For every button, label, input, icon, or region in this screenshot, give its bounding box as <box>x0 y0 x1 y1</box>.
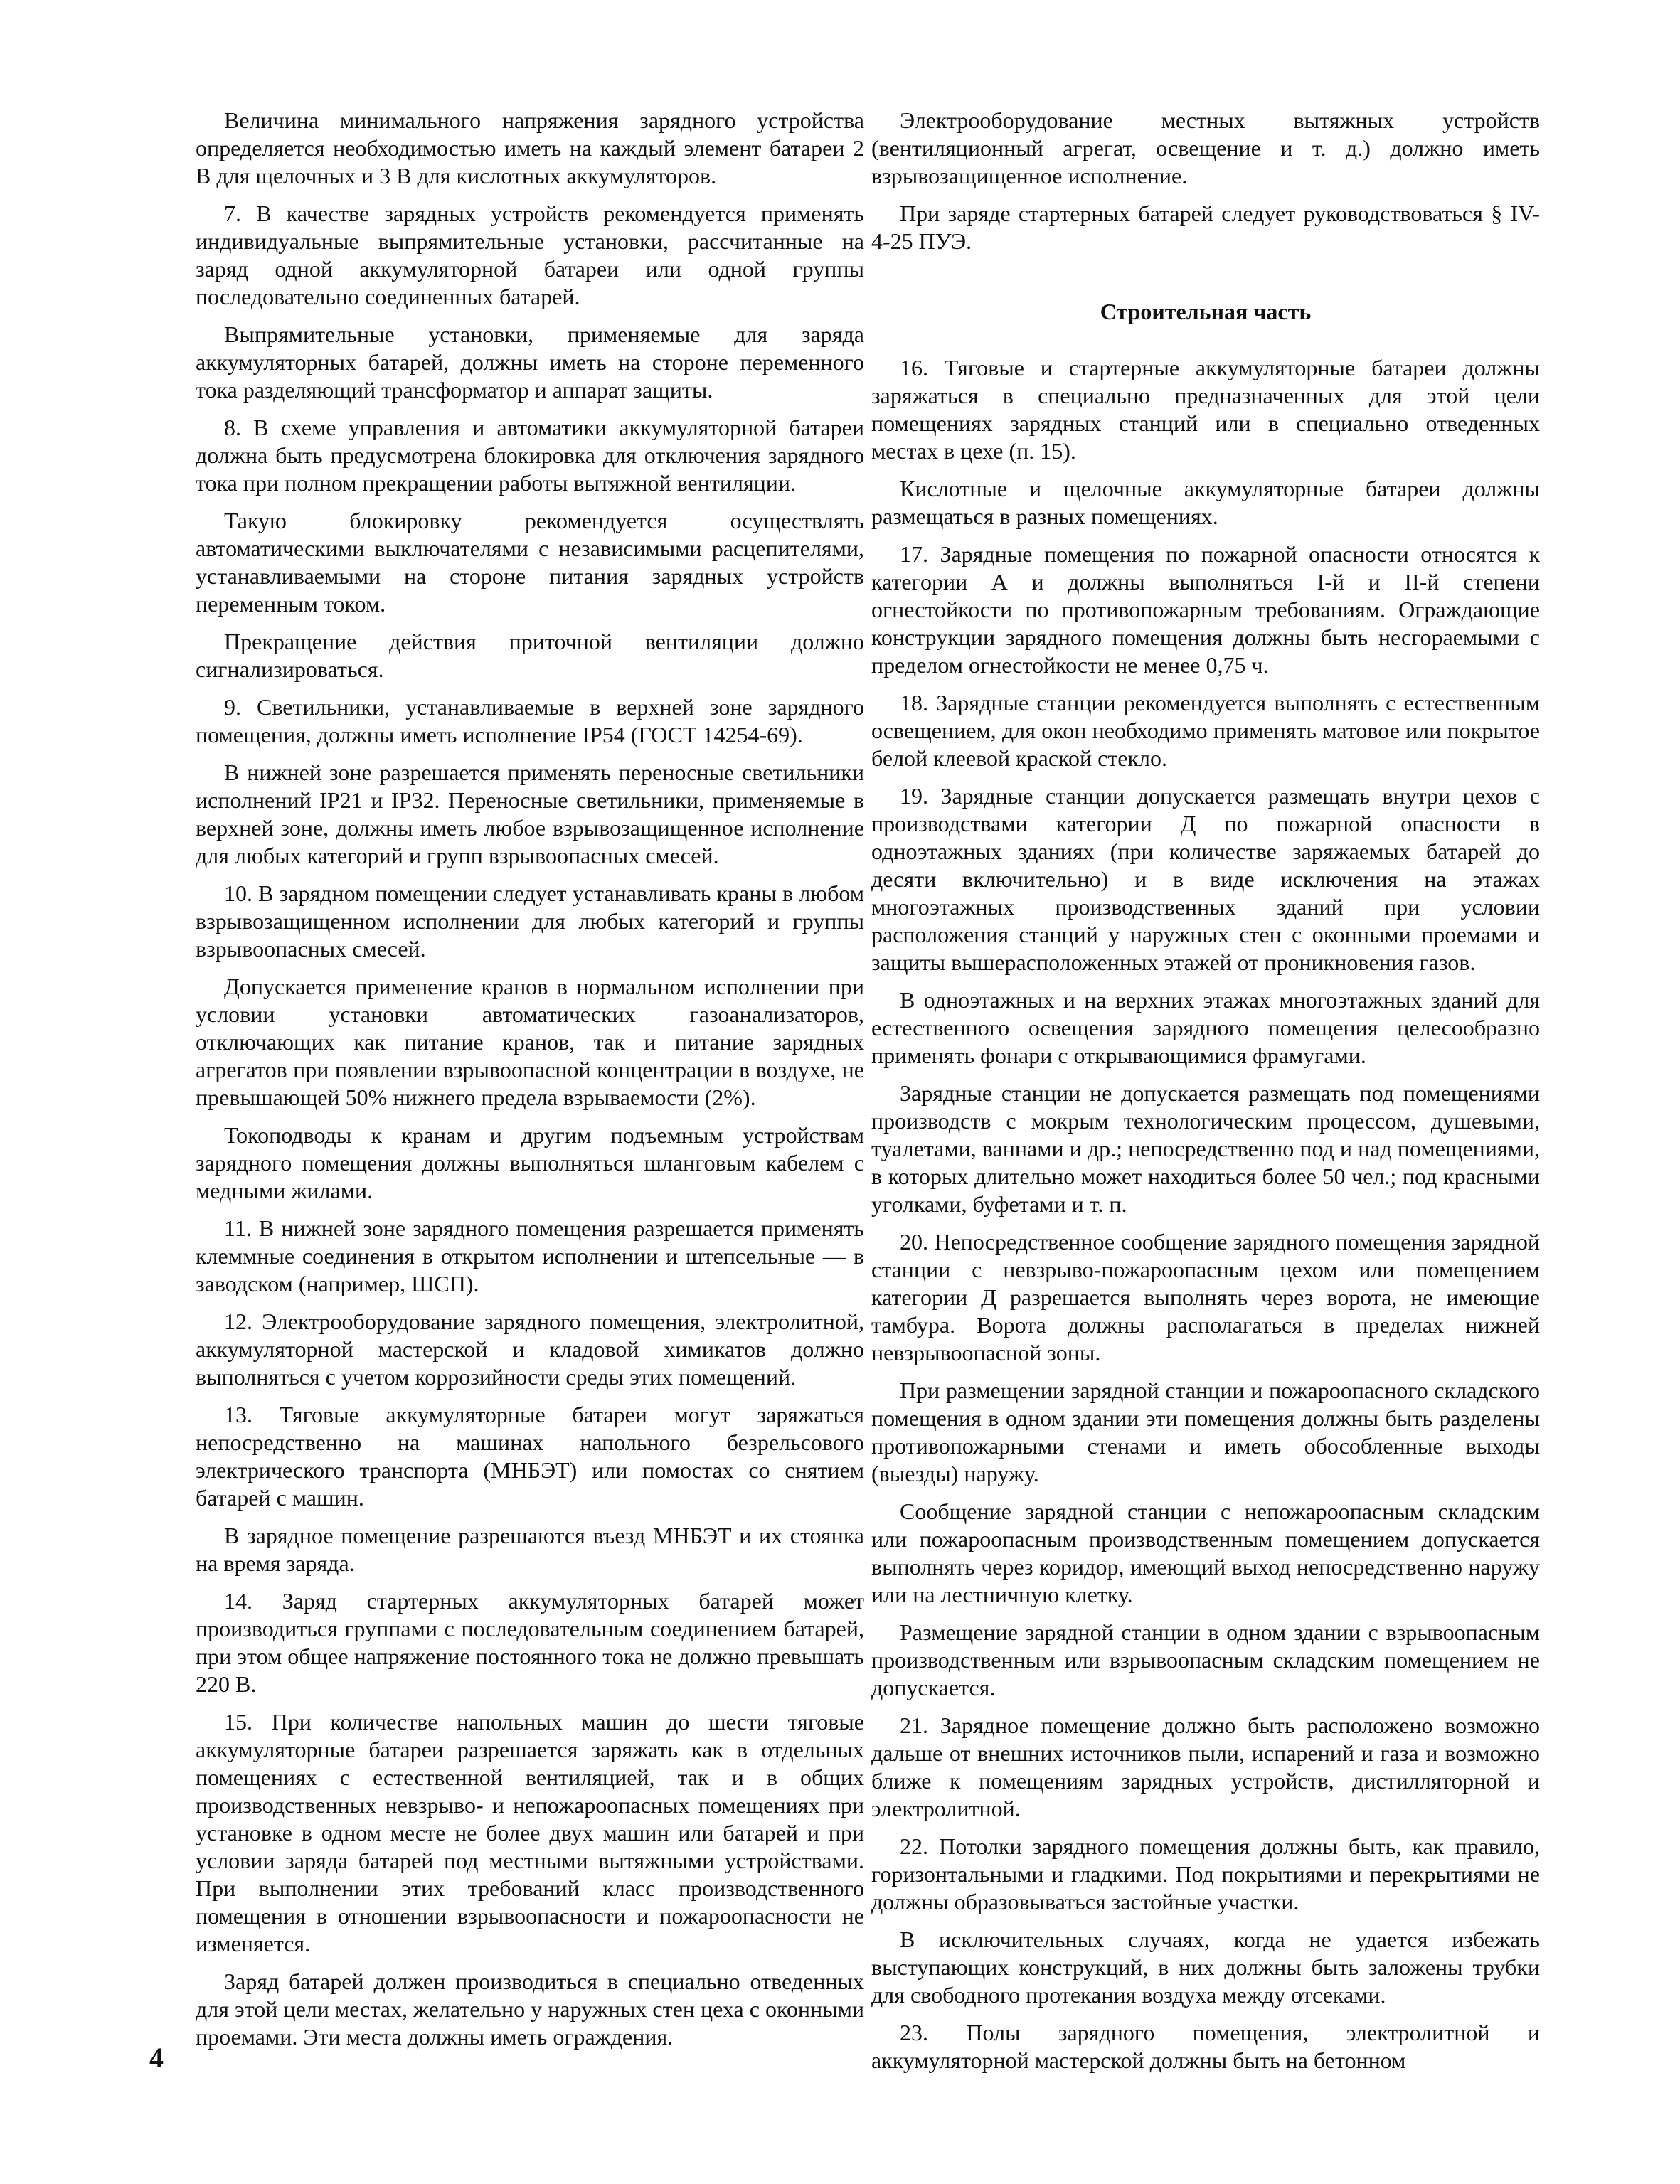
paragraph: Величина минимального напряжения зарядного устройства определяется необходимостью иметь на каждый элемент батареи 2 В для щелочных и 3 В для кислотных аккумуляторов. <box>196 107 864 188</box>
paragraph: 20. Непосредственное сообщение зарядного помещения зарядной станции с невзрыво-пожароопасным цехом или помещением категории Д разрешается выполнять через ворота, не имеющие тамбура. Ворота должны располагаться в пределах нижней невзрывоопасной зоны. <box>871 1229 1540 1365</box>
paragraph: Допускается применение кранов в нормальном исполнении при условии установки автоматических газоанализаторов, отключающих как питание кранов, так и питание зарядных агрегатов при появлении взрывоопасной концентрации в воздухе, не превышающей 50% нижнего предела взрываемости (2%). <box>196 974 864 1110</box>
paragraph: Токоподводы к кранам и другим подъемным устройствам зарядного помещения должны выполняться шланговым кабелем с медными жилами. <box>196 1122 864 1203</box>
paragraph: 17. Зарядные помещения по пожарной опасности относятся к категории А и должны выполняться I-й и II-й степени огнестойкости по противопожарным требованиям. Ограждающие конструкции зарядного помещения должны быть несгораемыми с пределом огнестойкости не менее 0,75 ч. <box>871 541 1540 678</box>
paragraph: 8. В схеме управления и автоматики аккумуляторной батареи должна быть предусмотрена блокировка для отключения зарядного тока при полном прекращении работы вытяжной вентиляции. <box>196 415 864 496</box>
paragraph: Сообщение зарядной станции с непожароопасным складским или пожароопасным производственным помещением допускается выполнять через коридор, имеющий выход непосредственно наружу или на лестничную клетку. <box>871 1498 1540 1607</box>
paragraph: 21. Зарядное помещение должно быть расположено возможно дальше от внешних источников пыли, испарений и газа и возможно ближе к помещениям зарядных устройств, дистилляторной и электролитной. <box>871 1712 1540 1821</box>
paragraph: 22. Потолки зарядного помещения должны быть, как правило, горизонтальными и гладкими. Под покрытиями и перекрытиями не должны образовываться застойные участки. <box>871 1833 1540 1914</box>
paragraph: 18. Зарядные станции рекомендуется выполнять с естественным освещением, для окон необходимо применять матовое или покрытое белой клеевой краской стекло. <box>871 690 1540 771</box>
paragraph: Электрооборудование местных вытяжных устройств (вентиляционный агрегат, освещение и т. д.) должно иметь взрывозащищенное исполнение. <box>871 107 1540 188</box>
paragraph: Заряд батарей должен производиться в специально отведенных для этой цели местах, желательно у наружных стен цеха с оконными проемами. Эти места должны иметь ограждения. <box>196 1969 864 2050</box>
left-column <box>196 107 864 2061</box>
paragraph: 15. При количестве напольных машин до шести тяговые аккумуляторные батареи разрешается заряжать как в отдельных помещениях с естественной вентиляцией, так и в общих производственных невзрыво- и непожароопасных помещениях при установке в одном месте не более двух машин или батарей и при условии заряда батарей под местными вытяжными устройствами. При выполнении этих требований класс производственного помещения в отношении взрывоопасности и пожароопасности не изменяется. <box>196 1709 864 1956</box>
paragraph: 10. В зарядном помещении следует устанавливать краны в любом взрывозащищенном исполнении для любых категорий и группы взрывоопасных смесей. <box>196 880 864 962</box>
paragraph: В одноэтажных и на верхних этажах многоэтажных зданий для естественного освещения зарядного помещения целесообразно применять фонари с открывающимися фрамугами. <box>871 987 1540 1068</box>
paragraph: 14. Заряд стартерных аккумуляторных батарей может производиться группами с последовательным соединением батарей, при этом общее напряжение постоянного тока не должно превышать 220 В. <box>196 1588 864 1697</box>
paragraph: Размещение зарядной станции в одном здании с взрывоопасным производственным или взрывоопасным складским помещением не допускается. <box>871 1619 1540 1700</box>
paragraph: При заряде стартерных батарей следует руководствоваться § IV-4-25 ПУЭ. <box>871 201 1540 254</box>
paragraph: 11. В нижней зоне зарядного помещения разрешается применять клеммные соединения в открытом исполнении и штепсельные — в заводском (например, ШСП). <box>196 1215 864 1296</box>
paragraph: 7. В качестве зарядных устройств рекомендуется применять индивидуальные выпрямительные установки, рассчитанные на заряд одной аккумуляторной батареи или одной группы последовательно соединенных батарей. <box>196 201 864 309</box>
paragraph: Кислотные и щелочные аккумуляторные батареи должны размещаться в разных помещениях. <box>871 476 1540 529</box>
paragraph: В исключительных случаях, когда не удается избежать выступающих конструкций, в них должны быть заложены трубки для свободного протекания воздуха между отсеками. <box>871 1927 1540 2008</box>
paragraph: Выпрямительные установки, применяемые для заряда аккумуляторных батарей, должны иметь на стороне переменного тока разделяющий трансформатор и аппарат защиты. <box>196 321 864 403</box>
paragraph: В нижней зоне разрешается применять переносные светильники исполнений IP21 и IP32. Переносные светильники, применяемые в верхней зоне, должны иметь любое взрывозащищенное исполнение для любых категорий и групп взрывоопасных смесей. <box>196 760 864 868</box>
paragraph: 13. Тяговые аккумуляторные батареи могут заряжаться непосредственно на машинах напольного безрельсового электрического транспорта (МНБЭТ) или помостах со снятием батарей с машин. <box>196 1402 864 1511</box>
page-number: 4 <box>149 2042 164 2074</box>
paragraph: 9. Светильники, устанавливаемые в верхней зоне зарядного помещения, должны иметь исполнение IP54 (ГОСТ 14254-69). <box>196 694 864 747</box>
paragraph: Зарядные станции не допускается размещать под помещениями производств с мокрым технологическим процессом, душевыми, туалетами, ваннами и др.; непосредственно под и над помещениями, в которых длительно может находиться более 50 чел.; под красными уголками, буфетами и т. п. <box>871 1080 1540 1217</box>
paragraph: 19. Зарядные станции допускается размещать внутри цехов с производствами категории Д по пожарной опасности в одноэтажных зданиях (при количестве заряжаемых батарей до десяти включительно) и в виде исключения на этажах многоэтажных производственных зданий при условии расположения станций у наружных стен с оконными проемами и защиты вышерасположенных этажей от проникновения газов. <box>871 783 1540 975</box>
paragraph: При размещении зарядной станции и пожароопасного складского помещения в одном здании эти помещения должны быть разделены противопожарными стенами и иметь обособленные выходы (выезды) наружу. <box>871 1378 1540 1486</box>
paragraph: 12. Электрооборудование зарядного помещения, электролитной, аккумуляторной мастерской и кладовой химикатов должно выполняться с учетом коррозийности среды этих помещений. <box>196 1309 864 1390</box>
paragraph: 16. Тяговые и стартерные аккумуляторные батареи должны заряжаться в специально предназначенных для этой цели помещениях зарядных станций или в специально отведенных местах в цехе (п. 15). <box>871 355 1540 464</box>
paragraph: Такую блокировку рекомендуется осуществлять автоматическими выключателями с независимыми расцепителями, устанавливаемыми на стороне питания зарядных устройств переменным током. <box>196 508 864 617</box>
paragraph: 23. Полы зарядного помещения, электролитной и аккумуляторной мастерской должны быть на бетонном <box>871 2020 1540 2073</box>
paragraph: Прекращение действия приточной вентиляции должно сигнализироваться. <box>196 629 864 682</box>
section-heading: Строительная часть <box>1100 299 1312 324</box>
paragraph: В зарядное помещение разрешаются въезд МНБЭТ и их стоянка на время заряда. <box>196 1523 864 1576</box>
right-column <box>871 107 1540 2084</box>
